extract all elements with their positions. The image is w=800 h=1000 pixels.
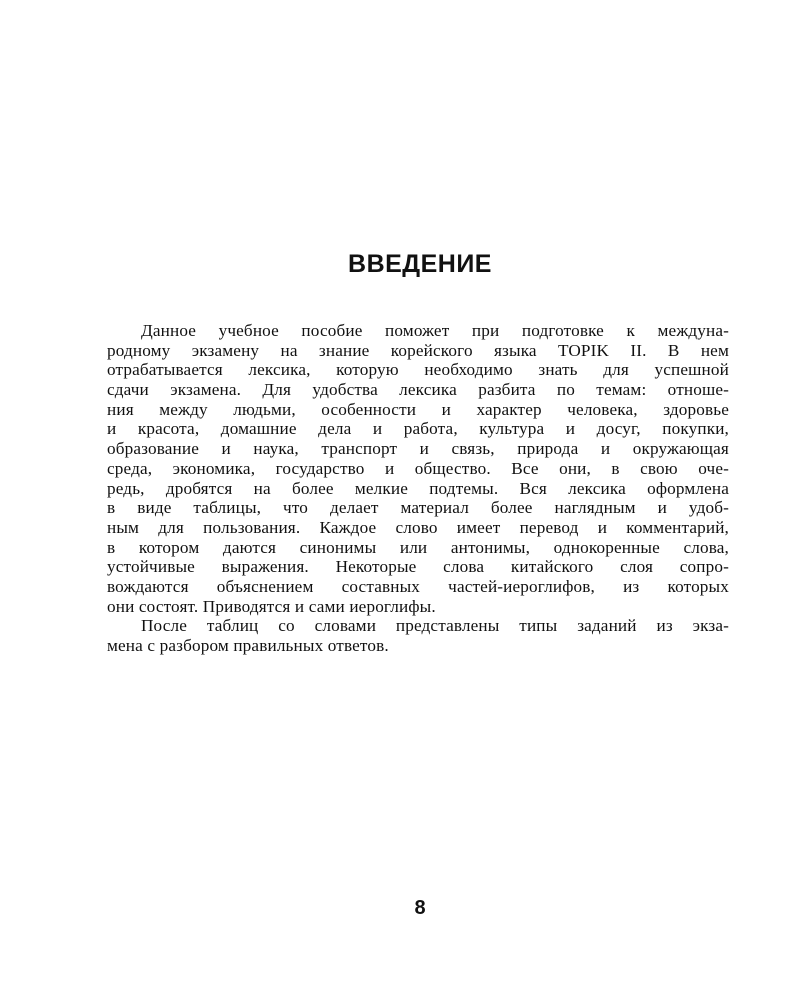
text-line: вождаются объяснением составных частей-иероглифов, из которых <box>107 576 729 596</box>
text-line: Данное учебное пособие поможет при подготовке к междуна- <box>141 321 729 340</box>
text-line: сдачи экзамена. Для удобства лексика разбита по темам: отноше- <box>107 380 729 400</box>
text-line: ным для пользования. Каждое слово имеет перевод и комментарий, <box>107 517 729 537</box>
text-line: родному экзамену на знание корейского языка TOPIK II. В нем <box>107 340 729 360</box>
page-title: ВВЕДЕНИЕ <box>348 250 492 278</box>
paragraph-intro <box>107 321 729 616</box>
text-line: в котором даются синонимы или антонимы, однокоренные слова, <box>107 537 729 557</box>
text-line: ния между людьми, особенности и характер человека, здоровье <box>107 399 729 419</box>
body-text <box>107 321 729 656</box>
text-line: образование и наука, транспорт и связь, природа и окружающая <box>107 439 729 459</box>
text-line: они состоят. Приводятся и сами иероглифы. <box>107 596 436 616</box>
text-line: мена с разбором правильных ответов. <box>107 636 389 655</box>
text-line: отрабатывается лексика, которую необходимо знать для успешной <box>107 360 729 380</box>
text-line: редь, дробятся на более мелкие подтемы. Вся лексика оформлена <box>107 478 729 498</box>
text-line: устойчивые выражения. Некоторые слова китайского слоя сопро- <box>107 557 729 577</box>
paragraph-tasks <box>107 616 729 655</box>
text-line: в виде таблицы, что делает материал более наглядным и удоб- <box>107 498 729 518</box>
text-line: и красота, домашние дела и работа, культура и досуг, покупки, <box>107 419 729 439</box>
page-number: 8 <box>414 897 426 919</box>
text-line: среда, экономика, государство и общество. Все они, в свою оче- <box>107 458 729 478</box>
text-line: После таблиц со словами представлены типы заданий из экза- <box>141 616 729 636</box>
